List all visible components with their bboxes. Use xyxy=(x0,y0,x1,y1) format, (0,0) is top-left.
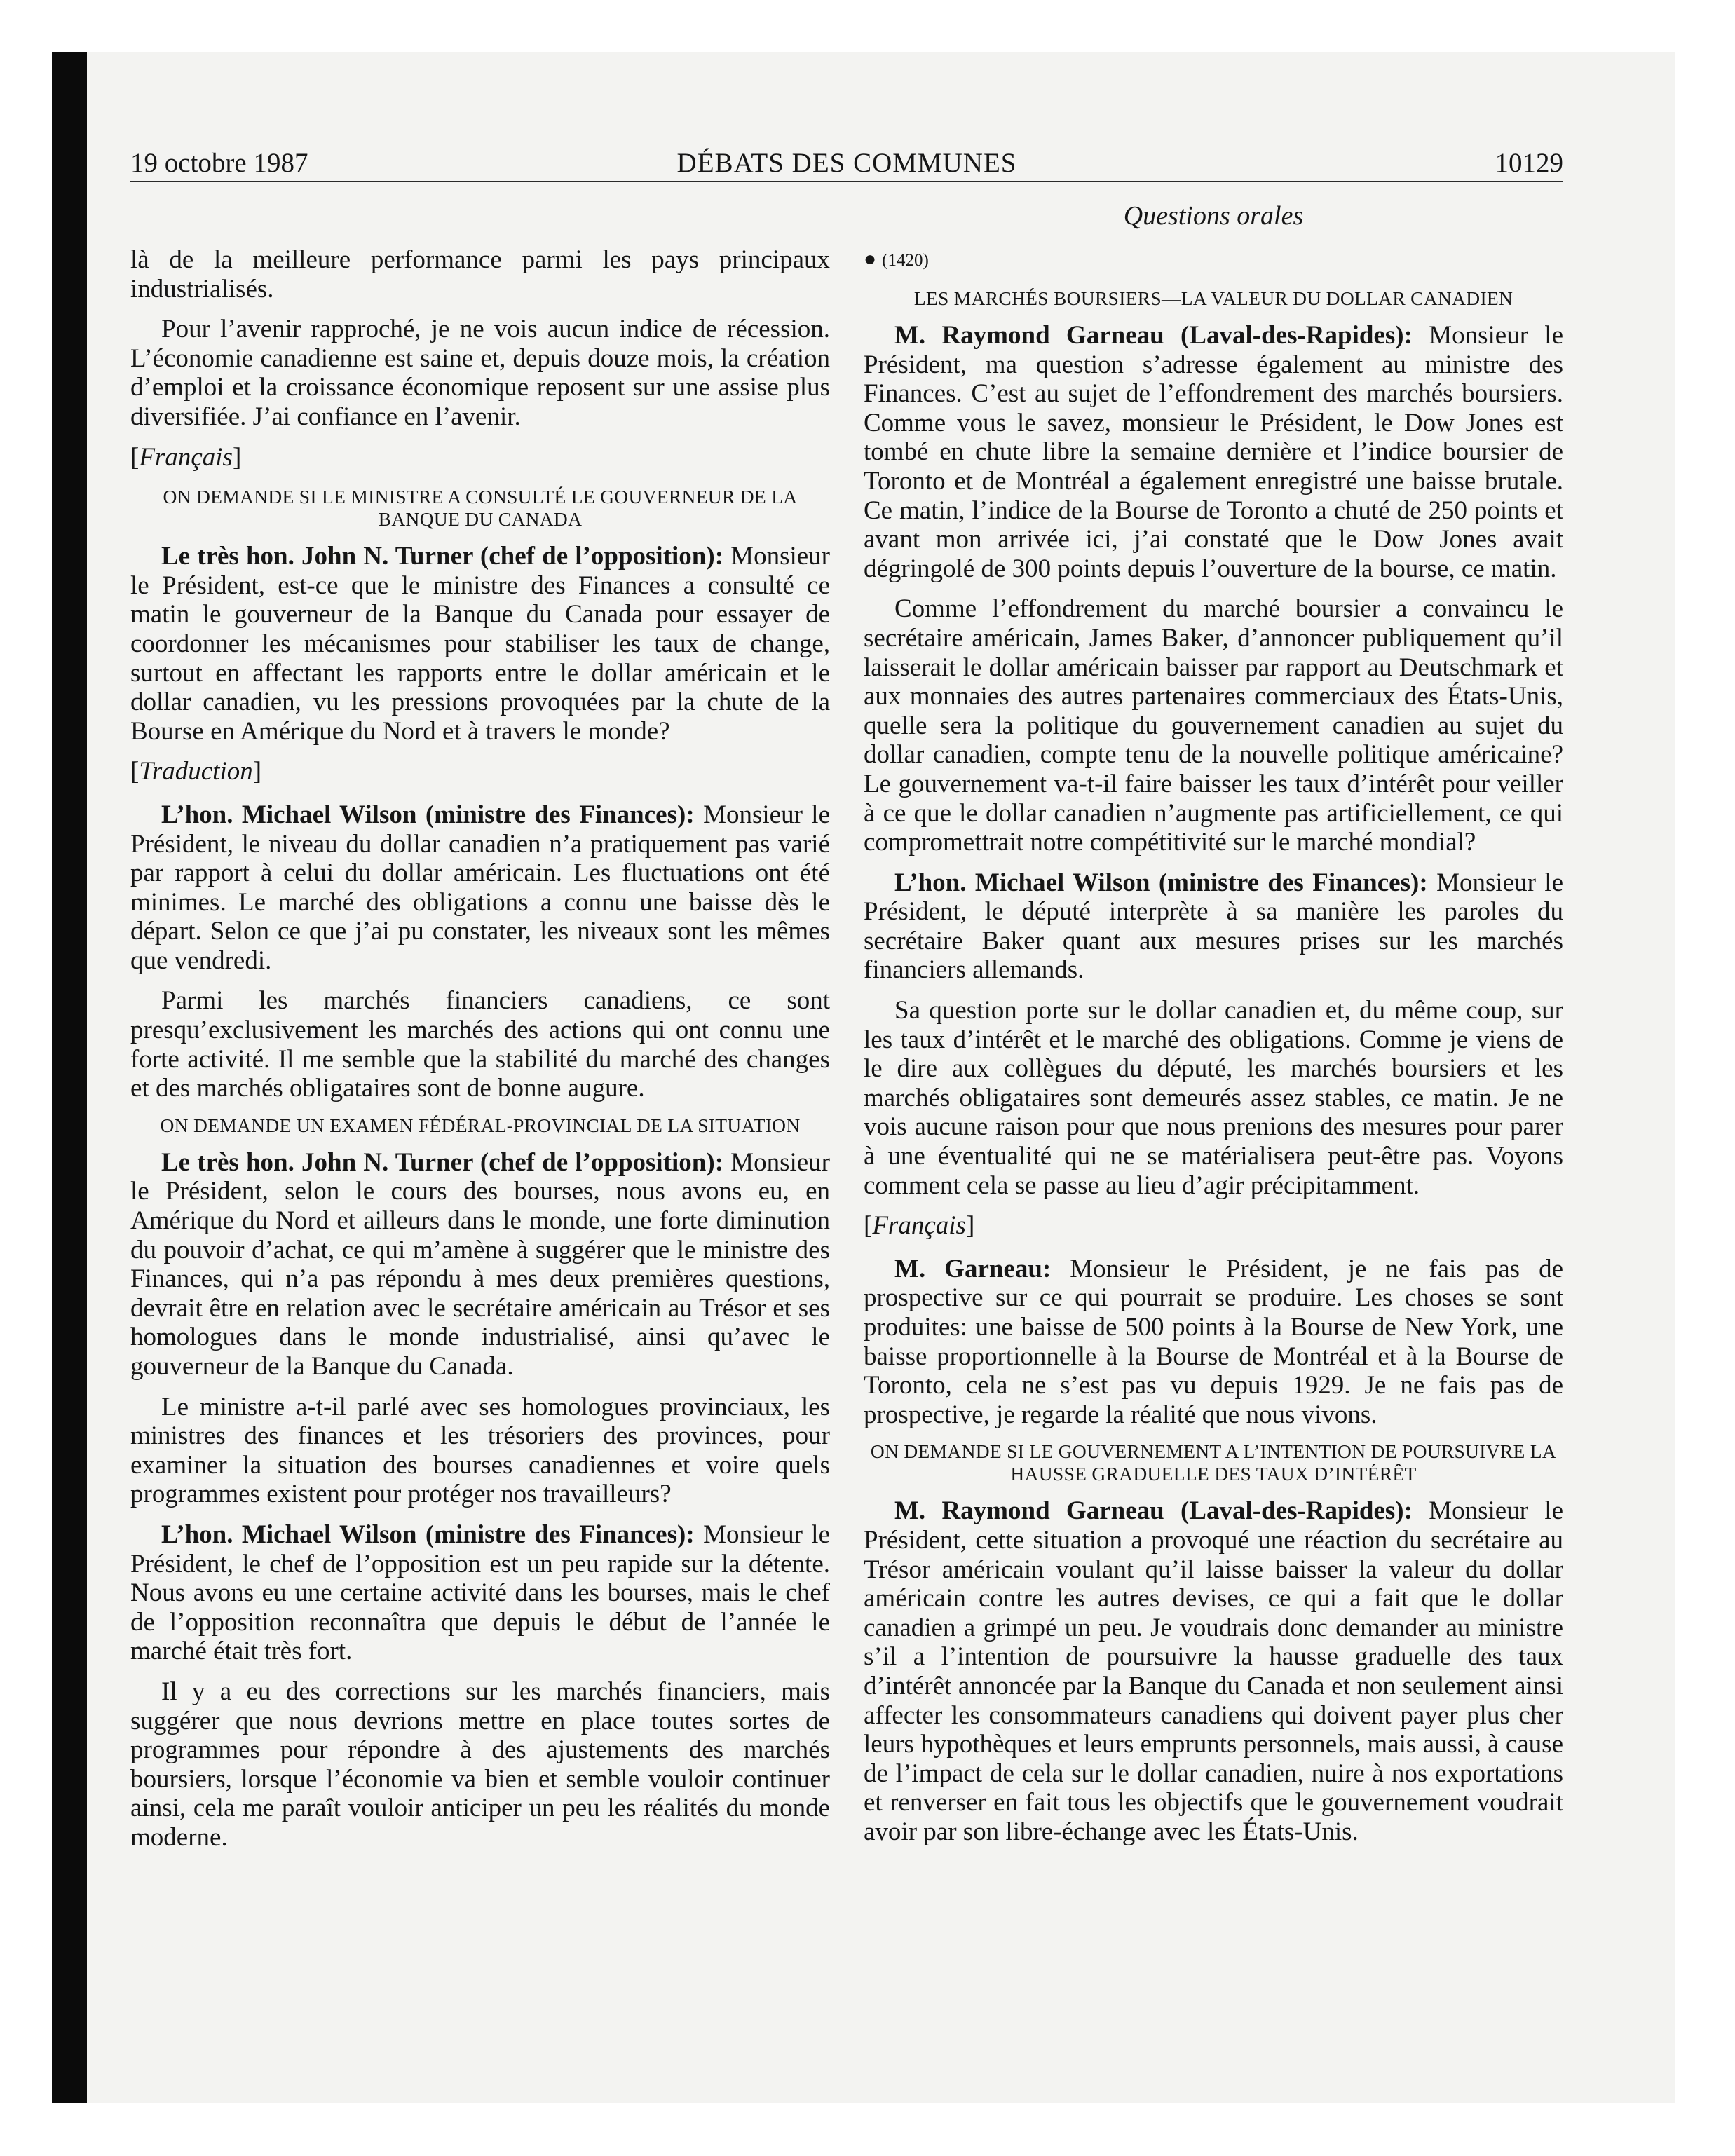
language-tag: [Traduction] xyxy=(130,757,262,786)
language-tag: [Français] xyxy=(864,1211,975,1241)
speech-paragraph xyxy=(130,1148,830,1381)
speech-paragraph xyxy=(130,542,830,746)
speaker-name: Le très hon. John N. Turner (chef de l’opposition): xyxy=(161,542,724,571)
section-title: Questions orales xyxy=(1123,201,1304,231)
speech-text: Monsieur le Président, le chef de l’opposition est un peu rapide sur la détente. Nous avons eu une certaine activité dans les bourses, mais le chef de l’opposition reconnaîtra que depuis le début de l’année le marché était très fort. xyxy=(130,1520,830,1666)
paragraph: là de la meilleure performance parmi les pays principaux industrialisés. xyxy=(130,245,830,303)
speech-paragraph xyxy=(864,1496,1563,1846)
speaker-name: M. Garneau: xyxy=(894,1254,1052,1283)
language-tag-text: Français xyxy=(872,1211,966,1241)
language-tag-text: Français xyxy=(139,442,233,472)
speaker-name: M. Raymond Garneau (Laval-des-Rapides): xyxy=(894,321,1413,350)
paragraph: Il y a eu des corrections sur les marchés financiers, mais suggérer que nous devrions mettre en place toutes sortes de programmes pour répondre à des ajustements des marchés boursiers, lorsque l’économie va bien et semble vouloir continuer ainsi, cela me paraît vouloir anticiper un peu les réalités du monde moderne. xyxy=(130,1677,830,1852)
speech-text: Monsieur le Président, le député interprète à sa manière les paroles du secrétaire Baker quant aux mesures prises sur les marchés financiers allemands. xyxy=(864,868,1563,985)
speech-text: Monsieur le Président, est-ce que le ministre des Finances a consulté ce matin le gouverneur de la Banque du Canada pour essayer de coordonner les mécanismes pour stabiliser les taux de change, surtout en affectant les rapports entre le dollar américain et le dollar canadien, vu les pressions provoquées par la chute de la Bourse en Amérique du Nord et à travers le monde? xyxy=(130,542,830,746)
speech-paragraph xyxy=(864,1255,1563,1430)
paragraph: Le ministre a-t-il parlé avec ses homologues provinciaux, les ministres des finances et les trésoriers des provinces, pour examiner la situation des bourses canadiennes et voire quels programmes existent pour protéger nos travailleurs? xyxy=(130,1392,830,1509)
header-date: 19 octobre 1987 xyxy=(130,148,308,178)
right-column xyxy=(864,245,1563,1858)
speech-text: Monsieur le Président, le niveau du dollar canadien n’a pratiquement pas varié par rapport à celui du dollar américain. Les fluctuations ont été minimes. Le marché des obligations a connu une baisse dès le départ. Selon ce que j’ai pu constater, les niveaux sont les mêmes que vendredi. xyxy=(130,800,830,975)
page-header xyxy=(130,146,1563,182)
paragraph: Comme l’effondrement du marché boursier a convaincu le secrétaire américain, James Baker, d’annoncer publiquement qu’il laisserait le dollar américain baisser par rapport au Deutschmark et aux monnaies des autres partenaires commerciaux des États-Unis, quelle sera la politique du gouvernement canadien au sujet du dollar canadien, compte tenu de la nouvelle politique américaine? Le gouvernement va-t-il faire baisser les taux d’intérêt pour veiller à ce que le dollar canadien n’augmente pas artificiellement, ce qui compromettrait notre compétitivité sur le marché mondial? xyxy=(864,594,1563,857)
speaker-name: L’hon. Michael Wilson (ministre des Finances): xyxy=(161,800,695,829)
subject-heading: ON DEMANDE SI LE MINISTRE A CONSULTÉ LE GOUVERNEUR DE LA BANQUE DU CANADA xyxy=(163,486,798,531)
speech-paragraph xyxy=(130,800,830,976)
language-tag: [Français] xyxy=(130,442,242,472)
language-tag-text: Traduction xyxy=(139,757,253,786)
speech-text: Monsieur le Président, je ne fais pas de prospective sur ce qui pourrait se produire. Les choses se sont produites: une baisse de 500 points à la Bourse de New York, une baisse proportionnelle à la Bourse de Montréal et à la Bourse de Toronto, cela ne s’est pas vu depuis 1929. Je ne fais pas de prospective, je regarde la réalité que nous vivons. xyxy=(864,1254,1563,1429)
header-page-number: 10129 xyxy=(1495,148,1563,178)
speech-text: Monsieur le Président, selon le cours des bourses, nous avons eu, en Amérique du Nord et ailleurs dans le monde, une forte diminution du pouvoir d’achat, ce qui m’amène à suggérer que le ministre des Finances, qui n’a pas répondu à mes deux premières questions, devrait être en relation avec le secrétaire américain au Trésor et ses homologues dans le monde industrialisé, ainsi qu’avec le gouverneur de la Banque du Canada. xyxy=(130,1147,830,1381)
left-column xyxy=(130,245,830,1864)
subject-heading: ON DEMANDE SI LE GOUVERNEMENT A L’INTENTION DE POURSUIVRE LA HAUSSE GRADUELLE DES TAUX D’INTÉRÊT xyxy=(870,1440,1557,1485)
scan-edge-bar xyxy=(52,52,87,2103)
paragraph: Parmi les marchés financiers canadiens, ce sont presqu’exclusivement les marchés des actions qui ont connu une forte activité. Il me semble que la stabilité du marché des changes et des marchés obligataires sont de bonne augure. xyxy=(130,986,830,1103)
speech-text: Monsieur le Président, cette situation a provoqué une réaction du secrétaire au Trésor américain voulant qu’il laisse baisser la valeur du dollar américain contre les autres devises, ce qui a fait que le dollar canadien a grimpé un peu. Je voudrais donc demander au ministre s’il a l’intention de poursuivre la hausse graduelle des taux d’intérêt annoncée par la Banque du Canada et non seulement ainsi affecter les consommateurs canadiens qui doivent payer plus cher leurs hypothèques et leurs emprunts personnels, mais aussi, à cause de l’impact de cela sur le dollar canadien, nuire à nos exportations et renverser en fait tous les objectifs que le gouvernement voudrait avoir par son libre-échange avec les États-Unis. xyxy=(864,1496,1563,1846)
header-title: DÉBATS DES COMMUNES xyxy=(676,148,1017,178)
speaker-name: L’hon. Michael Wilson (ministre des Finances): xyxy=(894,868,1428,897)
speaker-name: L’hon. Michael Wilson (ministre des Finances): xyxy=(161,1520,695,1549)
timestamp-text: (1420) xyxy=(882,251,929,270)
timestamp xyxy=(864,245,1563,275)
paragraph: Sa question porte sur le dollar canadien et, du même coup, sur les taux d’intérêt et le marché des obligations. Comme je viens de le dire aux collègues du député, les marchés boursiers et les marchés obligataires sont demeurés assez stables, ce matin. Je ne vois aucune raison pour que nous prenions des mesures pour parer à une éventualité qui ne se matérialisera peut-être pas. Voyons comment cela se passe au lieu d’agir précipitamment. xyxy=(864,996,1563,1200)
speaker-name: Le très hon. John N. Turner (chef de l’opposition): xyxy=(161,1147,724,1177)
speech-text: Monsieur le Président, ma question s’adresse également au ministre des Finances. C’est au sujet de l’effondrement des marchés boursiers. Comme vous le savez, monsieur le Président, le Dow Jones est tombé en chute libre la semaine dernière et l’indice boursier de Toronto et de Montréal a également enregistré une baisse brutale. Ce matin, l’indice de la Bourse de Toronto a chuté de 250 points et avant mon arrivée ici, j’ai constaté que le Dow Jones avait dégringolé de 300 points depuis l’ouverture de la bourse, ce matin. xyxy=(864,321,1563,583)
speech-paragraph xyxy=(864,321,1563,583)
speech-paragraph xyxy=(130,1520,830,1666)
subject-heading: ON DEMANDE UN EXAMEN FÉDÉRAL-PROVINCIAL DE LA SITUATION xyxy=(160,1114,801,1136)
paragraph: Pour l’avenir rapproché, je ne vois aucun indice de récession. L’économie canadienne est saine et, depuis douze mois, la création d’emploi et la croissance économique reposent sur une assise plus diversifiée. J’ai confiance en l’avenir. xyxy=(130,315,830,431)
speech-paragraph xyxy=(864,868,1563,985)
subject-heading: LES MARCHÉS BOURSIERS—LA VALEUR DU DOLLAR CANADIEN xyxy=(913,287,1513,309)
speaker-name: M. Raymond Garneau (Laval-des-Rapides): xyxy=(894,1496,1413,1526)
bullet-icon: ● xyxy=(864,247,877,271)
